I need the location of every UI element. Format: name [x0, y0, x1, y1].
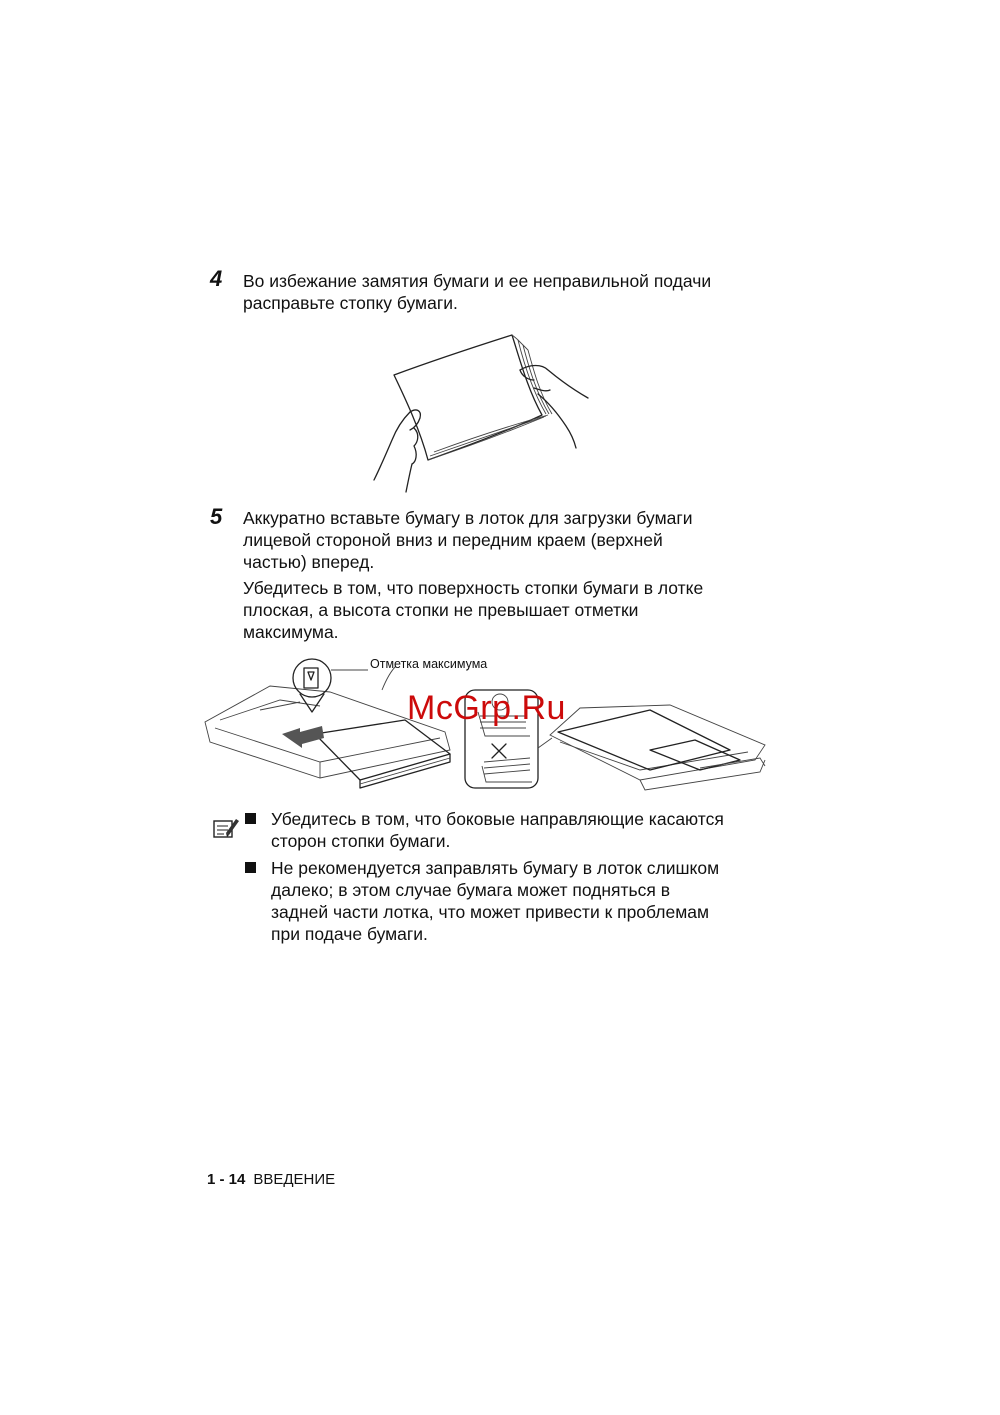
note-pencil-icon — [212, 813, 240, 841]
max-mark-label: Отметка максимума — [370, 657, 488, 671]
step-5-number: 5 — [210, 504, 223, 529]
note-bullet-2 — [245, 862, 256, 873]
section-title: ВВЕДЕНИЕ — [253, 1171, 336, 1188]
note-bullet-1 — [245, 813, 256, 824]
page-number: 1 - 14 — [207, 1171, 246, 1188]
step-5-text: Аккуратно вставьте бумагу в лоток для загрузки бумаги лицевой стороной вниз и передним краем (верхней частью) вперед. — [243, 508, 693, 572]
step-4-number: 4 — [210, 266, 223, 291]
step-4-text: Во избежание замятия бумаги и ее неправильной подачи расправьте стопку бумаги. — [243, 271, 712, 313]
page-footer — [207, 1171, 335, 1189]
step-5-text-2: Убедитесь в том, что поверхность стопки бумаги в лотке плоская, а высота стопки не превышает отметки максимума. — [243, 578, 704, 642]
note-item-1: Убедитесь в том, что боковые направляющие касаются сторон стопки бумаги. — [271, 809, 724, 851]
note-item-2: Не рекомендуется заправлять бумагу в лоток слишком далеко; в этом случае бумага может подняться в задней части лотка, что может привести к проблемам при подаче бумаги. — [271, 858, 720, 944]
fan-paper-illustration — [370, 330, 590, 495]
watermark: McGrp.Ru — [407, 689, 566, 727]
